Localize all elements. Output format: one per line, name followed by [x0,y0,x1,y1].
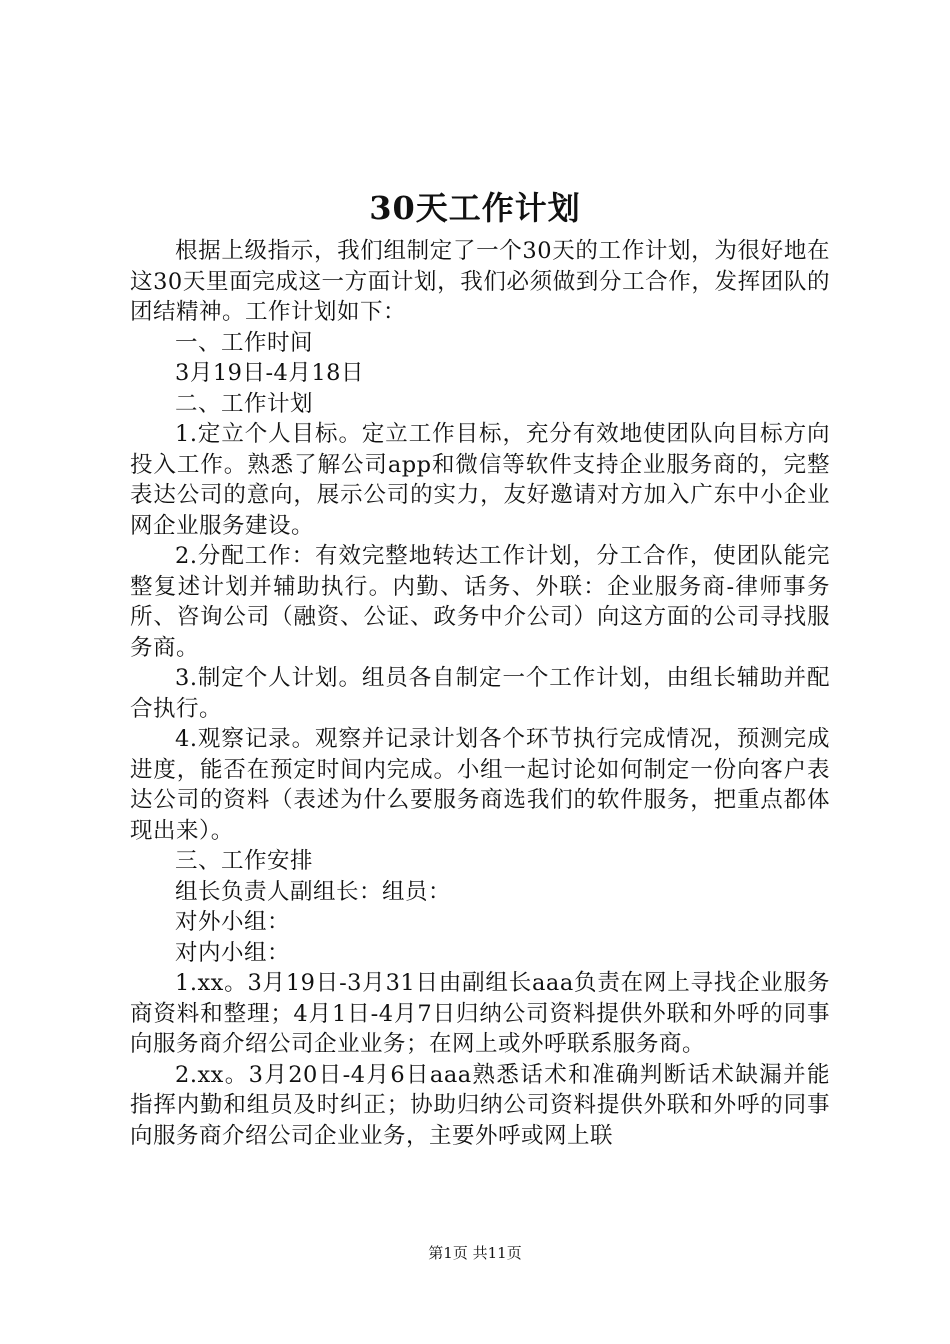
arrangement-item-1: 1.xx。3月19日-3月31日由副组长aaa负责在网上寻找企业服务商资料和整理；4月1日-4月7日归纳公司资料提供外联和外呼的同事向服务商介绍公司企业业务；在网上或外呼联系服务商。 [130,970,830,1057]
internal-group: 对内小组： [175,939,291,966]
plan-item-2: 2.分配工作：有效完整地转达工作计划，分工合作，使团队能完整复述计划并辅助执行。内勤、话务、外联：企业服务商-律师事务所、咨询公司（融资、公证、政务中介公司）向这方面的公司寻找服务商。 [130,543,830,661]
work-time-range: 3月19日-4月18日 [175,360,364,386]
plan-item-4: 4.观察记录。观察并记录计划各个环节执行完成情况，预测完成进度，能否在预定时间内完成。小组一起讨论如何制定一份向客户表达公司的资料（表述为什么要服务商选我们的软件服务，把重点都体现出来）。 [130,726,830,844]
arrangement-item-2: 2.xx。3月20日-4月6日aaa熟悉话术和准确判断话术缺漏并能指挥内勤和组员及时纠正；协助归纳公司资料提供外联和外呼的同事向服务商介绍公司企业业务，主要外呼或网上联 [130,1061,830,1149]
section-heading-work-time: 一、工作时间 [175,329,314,356]
section-heading-work-plan: 二、工作计划 [175,390,314,417]
document-title: 30天工作计划 [369,189,581,227]
page-footer: 第1页 共11页 [428,1244,522,1262]
plan-item-1: 1.定立个人目标。定立工作目标，充分有效地使团队向目标方向投入工作。熟悉了解公司app和微信等软件支持企业服务商的，完整表达公司的意向，展示公司的实力，友好邀请对方加入广东中小企业网企业服务建设。 [130,421,830,539]
external-group: 对外小组： [175,909,291,935]
document-body [130,236,830,1151]
section-heading-work-arrangement: 三、工作安排 [175,848,314,874]
intro-paragraph: 根据上级指示，我们组制定了一个30天的工作计划，为很好地在这30天里面完成这一方面计划，我们必须做到分工合作，发挥团队的团结精神。工作计划如下： [130,238,830,325]
plan-item-3: 3.制定个人计划。组员各自制定一个工作计划，由组长辅助并配合执行。 [130,665,830,722]
team-roles: 组长负责人副组长：组员： [175,878,452,905]
